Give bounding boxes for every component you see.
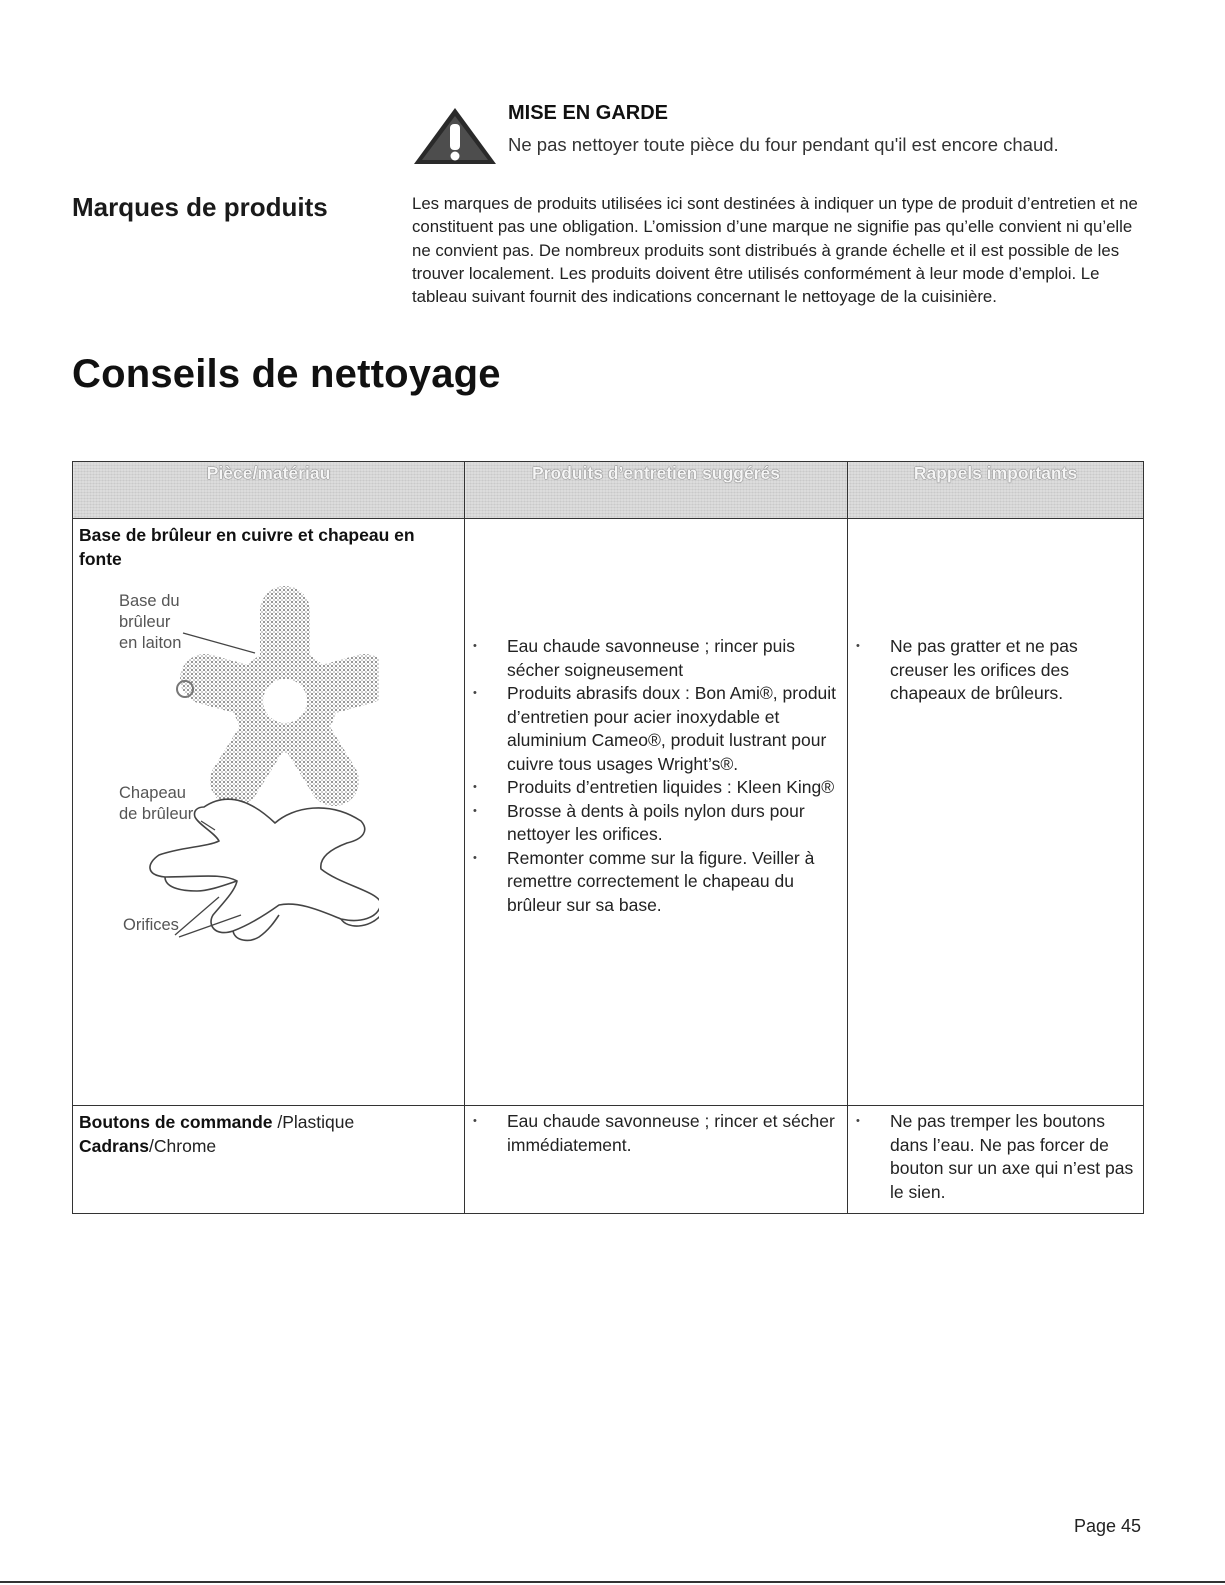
page-title: Conseils de nettoyage	[72, 352, 501, 396]
part-cell	[73, 1106, 465, 1214]
list-item: • Produits d’entretien liquides : Kleen King®	[465, 776, 841, 800]
table-row	[73, 519, 1144, 1106]
list-item: • Eau chaude savonneuse ; rincer et sécher immédiatement.	[465, 1110, 841, 1157]
products-cell	[465, 519, 848, 1106]
part-line-dials: Cadrans/Chrome	[79, 1136, 217, 1156]
warning-notice	[412, 100, 1172, 170]
reminders-cell	[848, 1106, 1144, 1214]
table-header-row	[73, 462, 1144, 519]
header-products: Produits d’entretien suggérés	[465, 462, 848, 519]
list-item: • Produits abrasifs doux : Bon Ami®, produit d’entretien pour acier inoxydable et aluminium Cameo®, produit lustrant pour cuivre tous usages Wright’s®.	[465, 682, 841, 776]
label-base-line3: en laiton	[119, 634, 182, 652]
label-cap-line2: de brûleur	[119, 805, 194, 823]
header-reminders: Rappels importants	[848, 462, 1144, 519]
list-item: • Remonter comme sur la figure. Veiller à remettre correctement le chapeau du brûleur sur sa base.	[465, 847, 841, 918]
label-base-line1: Base du	[119, 592, 180, 610]
label-base-line2: brûleur	[119, 613, 171, 631]
brands-paragraph: Les marques de produits utilisées ici sont destinées à indiquer un type de produit d’entretien et ne constituent pas une obligation. L’omission d’une marque ne signifie pas qu’elle convient ni qu’elle ne convient pas. De nombreux produits sont distribués à grande échelle et il est possible de les trouver localement. Les produits doivent être utilisés conformément à leur mode d’emploi. Le tableau suivant fournit des indications concernant le nettoyage de la cuisinière.	[412, 194, 1138, 307]
products-cell	[465, 1106, 848, 1214]
part-title: Base de brûleur en cuivre et chapeau en fonte	[79, 525, 415, 569]
burner-base-shape	[177, 611, 365, 781]
warning-text: Ne pas nettoyer toute pièce du four pendant qu'il est encore chaud.	[508, 134, 1059, 155]
header-part: Pièce/matériau	[73, 462, 465, 519]
page-number: Page 45	[1073, 1516, 1141, 1536]
list-item: • Ne pas tremper les boutons dans l’eau. Ne pas forcer de bouton sur un axe qui n’est pas le sien.	[848, 1110, 1137, 1204]
table-row	[73, 1106, 1144, 1214]
reminders-cell	[848, 519, 1144, 1106]
warning-title: MISE EN GARDE	[508, 102, 669, 124]
part-line-knobs: Boutons de commande /Plastique	[79, 1112, 355, 1132]
label-cap-line1: Chapeau	[119, 784, 186, 802]
burner-figure	[79, 585, 379, 980]
list-item: • Ne pas gratter et ne pas creuser les orifices des chapeaux de brûleurs.	[848, 635, 1137, 706]
label-orifices: Orifices	[123, 916, 179, 934]
list-item: • Brosse à dents à poils nylon durs pour nettoyer les orifices.	[465, 800, 841, 847]
bottom-rule	[0, 1581, 1225, 1583]
warning-triangle-icon	[412, 106, 498, 166]
brands-heading: Marques de produits	[72, 192, 328, 222]
cleaning-table	[72, 461, 1144, 1214]
list-item: • Eau chaude savonneuse ; rincer puis sécher soigneusement	[465, 635, 841, 682]
part-cell	[73, 519, 465, 1106]
